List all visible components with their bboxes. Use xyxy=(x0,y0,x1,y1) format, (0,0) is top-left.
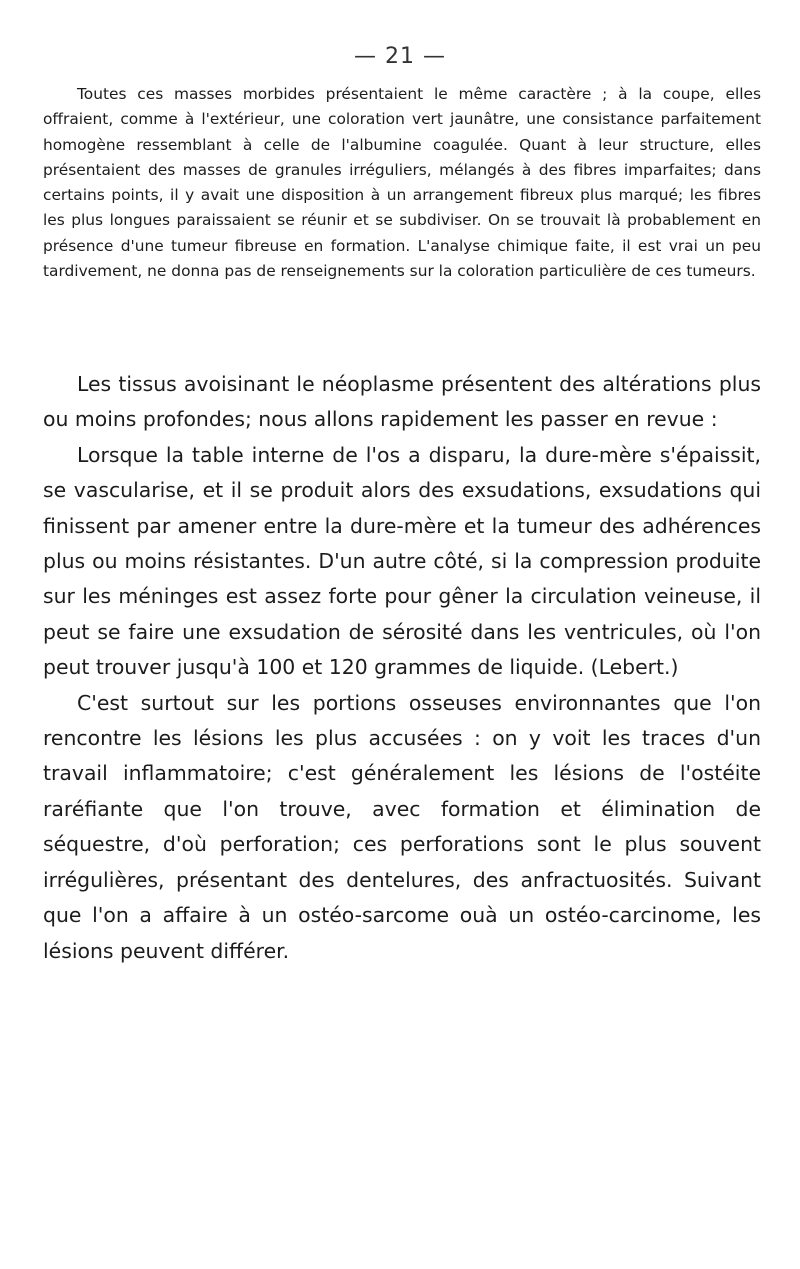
intro-paragraph: Toutes ces masses morbides présentaient le même caractère ; à la coupe, elles offraient, comme à l'extérieur, une coloration vert jaunâtre, une consistance parfaitement homogène ressemblant à celle de l'albumine coagulée. Quant à leur structure, elles présentaient des masses de granules irréguliers, mélangés à des fibres imparfaites; dans certains points, il y avait une disposition à un arrangement fibreux plus marqué; les fibres les plus longues paraissaient se réunir et se subdiviser. On se trouvait là probablement en présence d'une tumeur fibreuse en formation. L'analyse chimique faite, il est vrai un peu tardivement, ne donna pas de renseignements sur la coloration particulière de ces tumeurs. xyxy=(43,85,761,281)
paragraph-dure-mere: Lorsque la table interne de l'os a disparu, la dure-mère s'épaissit, se vascularise, et il se produit alors des exsudations, exsudations qui finissent par amener entre la dure-mère et la tumeur des adhérences plus ou moins résistantes. D'un autre côté, si la compression produite sur les méninges est assez forte pour gêner la circulation veineuse, il peut se faire une exsudation de sérosité dans les ventricules, où l'on peut trouver jusqu'à 100 et 120 grammes de liquide. (Lebert.) xyxy=(43,442,761,680)
paragraph-portions-osseuses: C'est surtout sur les portions osseuses environnantes que l'on rencontre les lésions les plus accusées : on y voit les traces d'un travail inflammatoire; c'est généralement les lésions de l'ostéite raréfiante que l'on trouve, avec formation et élimination de séquestre, d'où perforation; ces perforations sont le plus souvent irrégulières, présentant des dentelures, des anfractuosités. Suivant que l'on a affaire à un ostéo-sarcome ouà un ostéo-carcinome, les lésions peuvent différer. xyxy=(43,690,761,963)
page-number: — 21 — xyxy=(354,44,446,69)
main-text xyxy=(43,367,761,969)
paragraph-tissus: Les tissus avoisinant le néoplasme présentent des altérations plus ou moins profondes; nous allons rapidement les passer en revue : xyxy=(43,372,761,432)
